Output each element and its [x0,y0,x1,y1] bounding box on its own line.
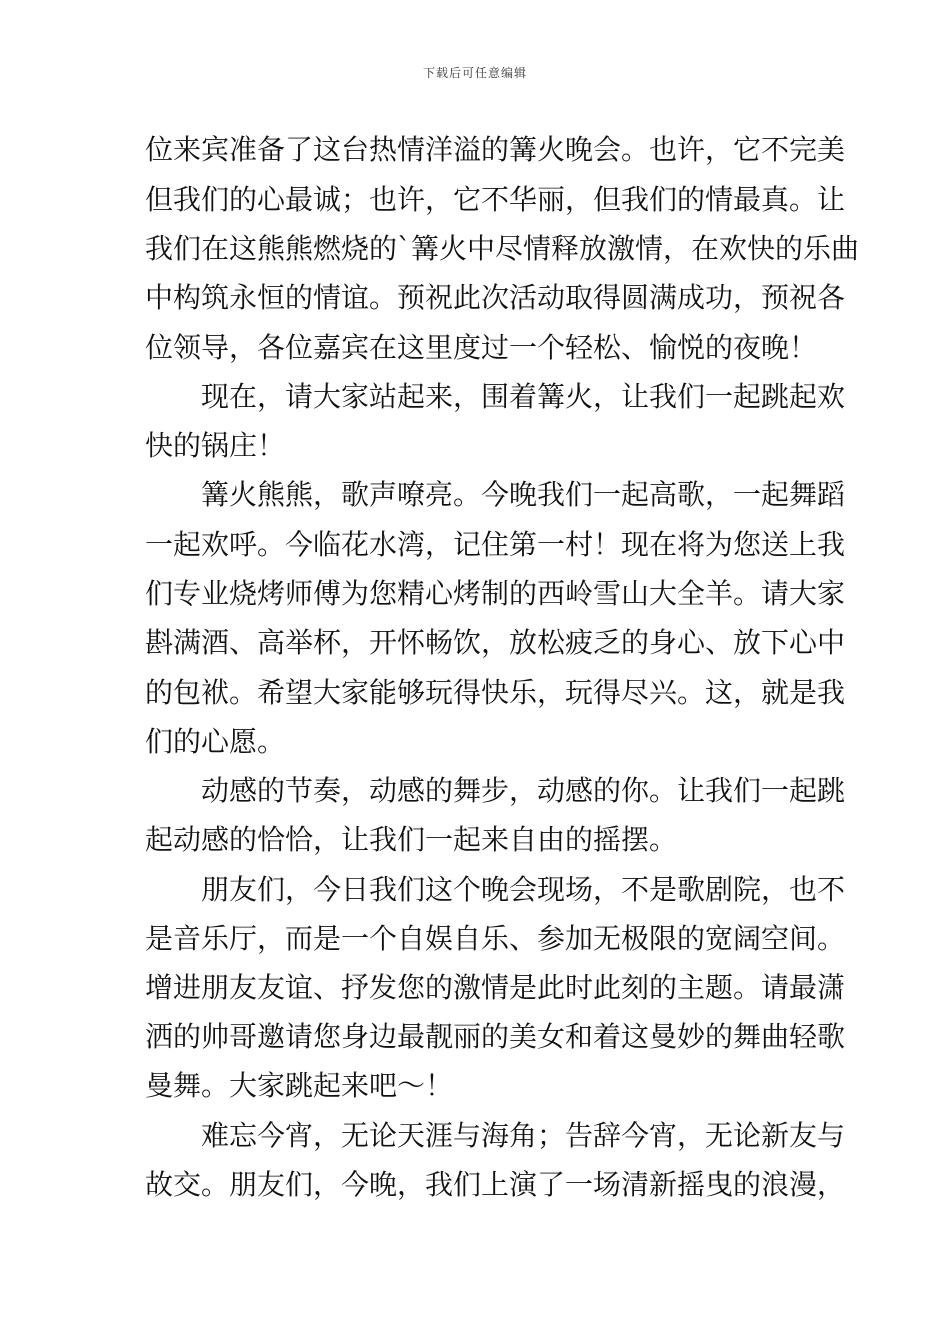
text-line: 增进朋友友谊、抒发您的激情是此时此刻的主题。请最潇 [145,971,846,1004]
text-line: 朋友们，今日我们这个晚会现场，不是歌剧院，也不 [201,873,846,906]
text-line: 洒的帅哥邀请您身边最靓丽的美女和着这曼妙的舞曲轻歌 [145,1020,846,1053]
text-line: 故交。朋友们，今晚，我们上演了一场清新摇曳的浪漫， [145,1168,846,1201]
text-line: 曼舞。大家跳起来吧～！ [145,1069,454,1102]
text-line: 难忘今宵，无论天涯与海角；告辞今宵，无论新友与 [201,1119,846,1152]
page-header: 下载后可任意编辑 [422,66,527,80]
text-line: 动感的节奏，动感的舞步，动感的你。让我们一起跳 [201,774,846,807]
text-line: 们专业烧烤师傅为您精心烤制的西岭雪山大全羊。请大家 [145,577,846,610]
text-line: 但我们的心最诚；也许，它不华丽，但我们的情最真。让 [145,183,846,216]
text-line: 起动感的恰恰，让我们一起来自由的摇摆。 [145,823,678,856]
text-line: 们的心愿。 [145,725,286,758]
text-line: 斟满酒、高举杯，开怀畅饮，放松疲乏的身心、放下心中 [145,626,846,659]
text-line: 是音乐厅，而是一个自娱自乐、参加无极限的宽阔空间。 [145,922,846,955]
text-line: 中构筑永恒的情谊。预祝此次活动取得圆满成功，预祝各 [145,281,846,314]
text-line: 快的锅庄！ [145,429,286,462]
text-line: 我们在这熊熊燃烧的`篝火中尽情释放激情，在欢快的乐曲 [145,232,860,265]
text-line: 的包袱。希望大家能够玩得快乐，玩得尽兴。这，就是我 [145,676,846,709]
text-line: 位领导，各位嘉宾在这里度过一个轻松、愉悦的夜晚！ [145,331,818,364]
text-line: 现在，请大家站起来，围着篝火，让我们一起跳起欢 [201,380,846,413]
text-line: 一起欢呼。今临花水湾，记住第一村！现在将为您送上我 [145,528,846,561]
text-line: 篝火熊熊，歌声嘹亮。今晚我们一起高歌，一起舞蹈 [201,478,846,511]
text-line: 位来宾准备了这台热情洋溢的篝火晚会。也许，它不完美 [145,133,846,166]
